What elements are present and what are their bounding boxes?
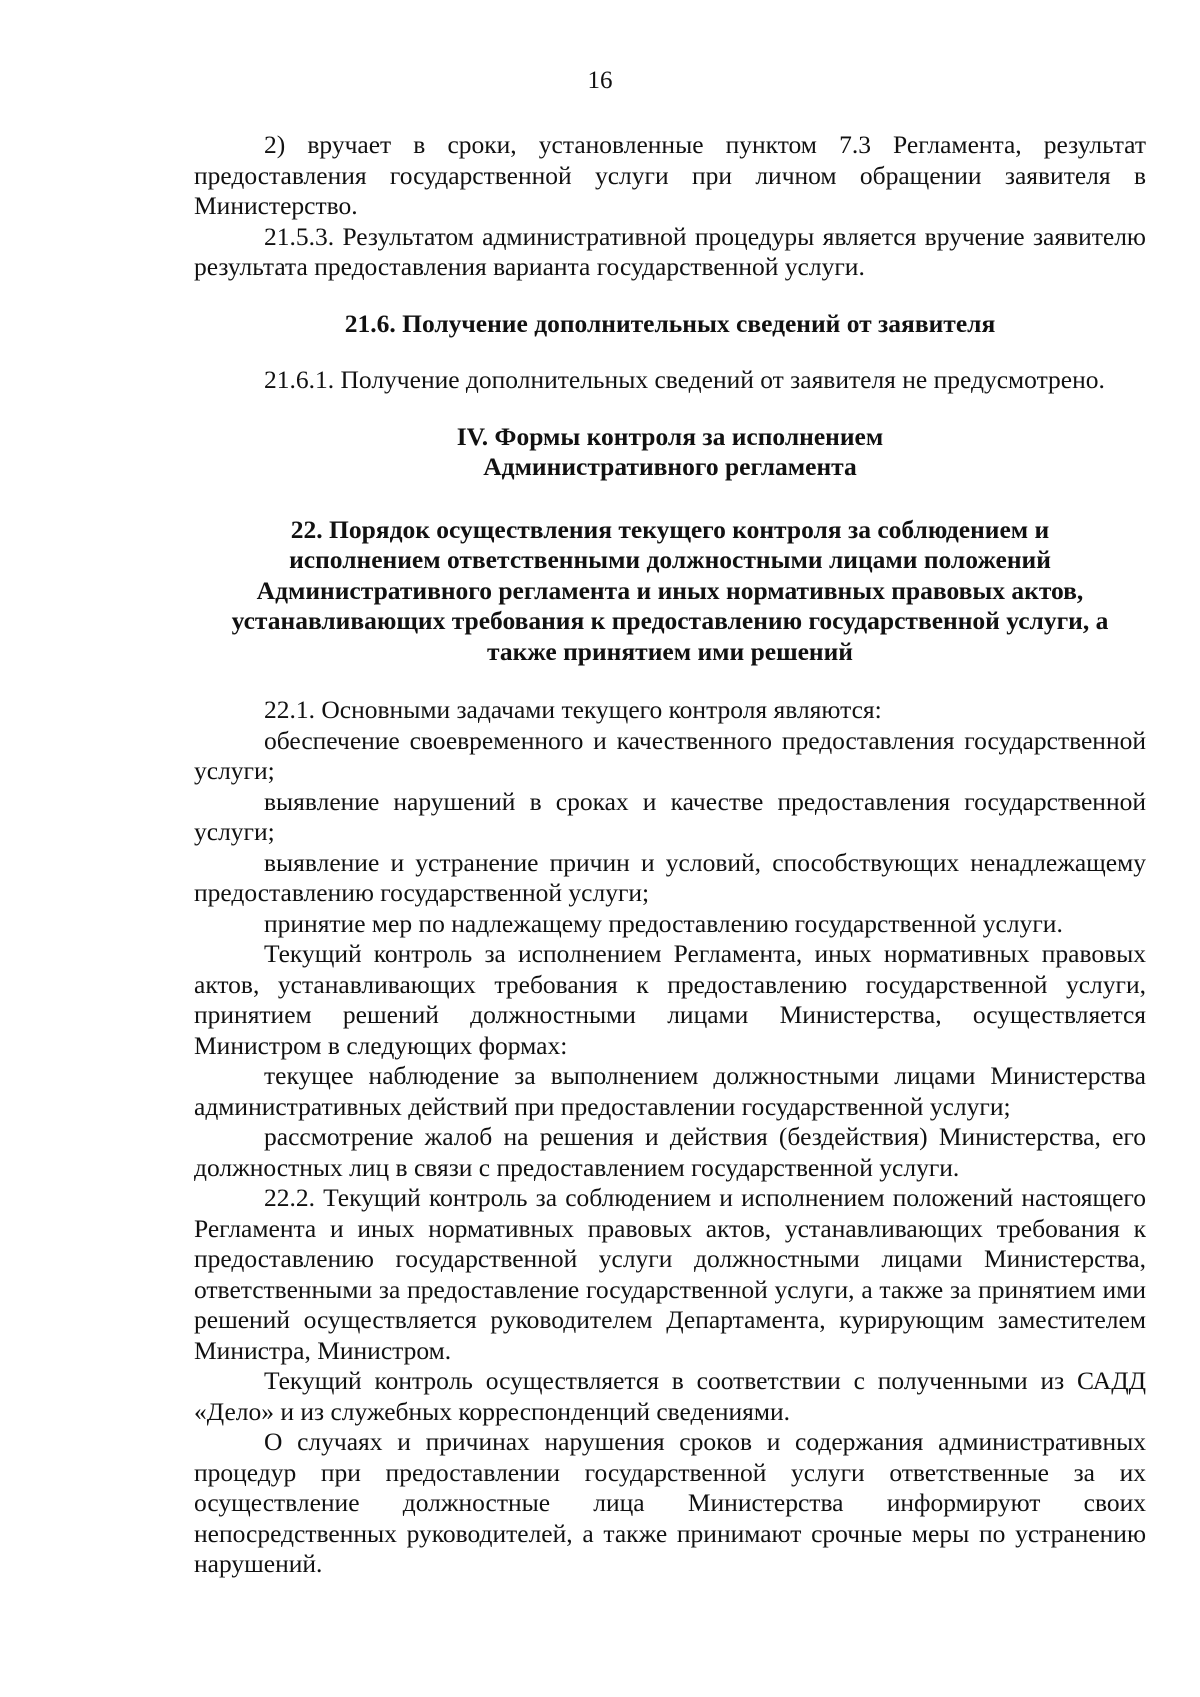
paragraph-task-detect-violations: выявление нарушений в сроках и качестве предоставления государственной услуги; [194,786,1146,846]
heading-section-22-line-5: также принятием ими решений [486,636,853,666]
paragraph-sadd-delo: Текущий контроль осуществляется в соответствии с полученными из САДД «Дело» и из служебных корреспонденций сведениями. [194,1366,1146,1426]
paragraph-form-observation: текущее наблюдение за выполнением должностными лицами Министерства административных действий при предоставлении государственной услуги; [194,1061,1146,1121]
paragraph-22-1: 22.1. Основными задачами текущего контроля являются: [264,695,882,724]
heading-section-22 [194,515,1146,668]
heading-section-22-line-1: 22. Порядок осуществления текущего контроля за соблюдением и [290,514,1050,544]
heading-21-6: 21.6. Получение дополнительных сведений от заявителя [344,308,996,338]
heading-section-iv [194,422,1146,483]
heading-section-iv-line-2: Административного регламента [483,452,857,481]
paragraph-item-2: 2) вручает в сроки, установленные пунктом 7.3 Регламента, результат предоставления государственной услуги при личном обращении заявителя в Министерство. [194,130,1146,220]
paragraph-control-forms: Текущий контроль за исполнением Регламента, иных нормативных правовых актов, устанавливающих требования к предоставлению государственной услуги, принятием решений должностными лицами Министерства, осуществляется Министром в следующих формах: [194,939,1146,1060]
heading-section-22-line-3: Административного регламента и иных нормативных правовых актов, [256,575,1084,605]
page-number: 16 [587,67,613,94]
paragraph-21-6-1: 21.6.1. Получение дополнительных сведений от заявителя не предусмотрено. [264,365,1105,394]
paragraph-violations-reporting: О случаях и причинах нарушения сроков и содержания административных процедур при предоставлении государственной услуги ответственные за их осуществление должностные лица Министерства информируют своих непосредственных руководителей, а также принимают срочные меры по устранению нарушений. [194,1427,1146,1578]
heading-section-iv-line-1: IV. Формы контроля за исполнением [456,421,884,451]
paragraph-form-complaints: рассмотрение жалоб на решения и действия (бездействия) Министерства, его должностных лиц в связи с предоставлением государственной услуги. [194,1122,1146,1182]
heading-section-22-line-2: исполнением ответственными должностными лицами положений [289,545,1051,574]
paragraph-21-5-3: 21.5.3. Результатом административной процедуры является вручение заявителю результата предоставления варианта государственной услуги. [194,221,1146,281]
page-body [194,130,1146,1580]
paragraph-task-take-measures: принятие мер по надлежащему предоставлению государственной услуги. [264,908,1063,938]
paragraph-22-2: 22.2. Текущий контроль за соблюдением и исполнением положений настоящего Регламента и иных нормативных правовых актов, устанавливающих требования к предоставлению государственной услуги должностными лицами Министерства, ответственными за предоставление государственной услуги, а также за принятием ими решений осуществляется руководителем Департамента, курирующим заместителем Министра, Министром. [194,1183,1146,1365]
paragraph-task-timely-provision: обеспечение своевременного и качественного предоставления государственной услуги; [194,725,1146,785]
paragraph-task-eliminate-causes: выявление и устранение причин и условий, способствующих ненадлежащему предоставлению государственной услуги; [194,847,1146,907]
heading-section-22-line-4: устанавливающих требования к предоставлению государственной услуги, а [231,606,1109,635]
